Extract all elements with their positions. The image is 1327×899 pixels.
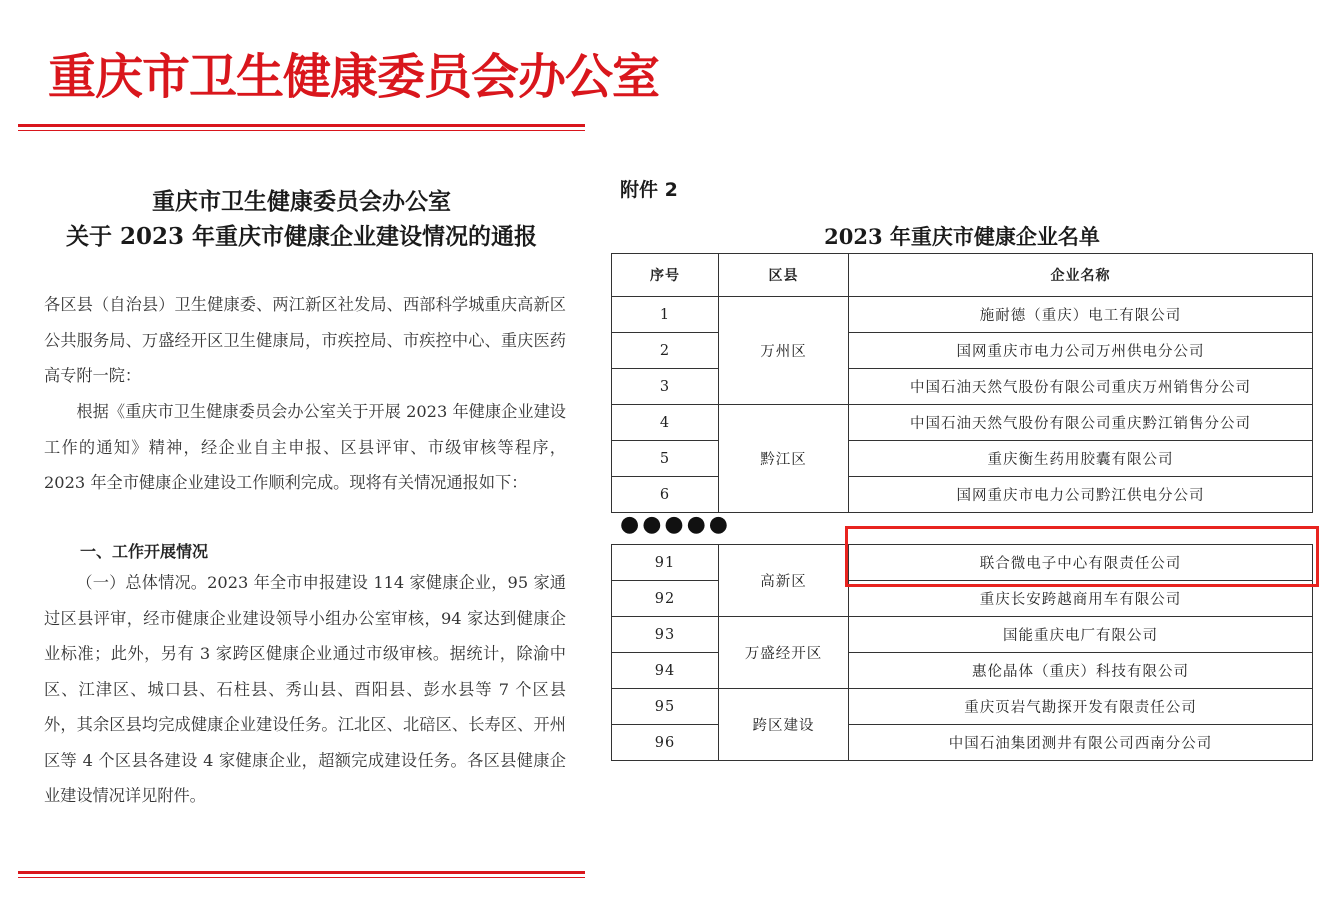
company-name: 国能重庆电厂有限公司 bbox=[849, 617, 1313, 653]
row-no: 2 bbox=[612, 333, 719, 369]
row-no: 6 bbox=[612, 477, 719, 513]
company-name: 中国石油天然气股份有限公司重庆万州销售分公司 bbox=[849, 369, 1313, 405]
header-district: 区县 bbox=[719, 254, 849, 297]
company-name: 施耐德（重庆）电工有限公司 bbox=[849, 297, 1313, 333]
table-row bbox=[612, 333, 1313, 369]
district-cell: 高新区 bbox=[719, 545, 849, 617]
company-name: 重庆长安跨越商用车有限公司 bbox=[849, 581, 1313, 617]
table-row bbox=[612, 617, 1313, 653]
district-cell: 万州区 bbox=[719, 297, 849, 405]
header-company: 企业名称 bbox=[849, 254, 1313, 297]
table-row bbox=[612, 405, 1313, 441]
company-name: 重庆页岩气勘探开发有限责任公司 bbox=[849, 689, 1313, 725]
district-cell: 万盛经开区 bbox=[719, 617, 849, 689]
footer-divider-thin bbox=[18, 877, 585, 878]
company-name: 中国石油集团测井有限公司西南分公司 bbox=[849, 725, 1313, 761]
row-no: 4 bbox=[612, 405, 719, 441]
omitted-rows-ellipsis: ●●●●● bbox=[620, 512, 731, 537]
row-no: 1 bbox=[612, 297, 719, 333]
company-name: 国网重庆市电力公司黔江供电分公司 bbox=[849, 477, 1313, 513]
table-row bbox=[612, 369, 1313, 405]
district-cell: 黔江区 bbox=[719, 405, 849, 513]
footer-divider bbox=[18, 871, 585, 874]
company-list-title: 2023 年重庆市健康企业名单 bbox=[824, 224, 1100, 249]
highlight-box bbox=[845, 526, 1319, 587]
section-heading: 一、工作开展情况 bbox=[80, 542, 209, 561]
row-no: 94 bbox=[612, 653, 719, 689]
table-row bbox=[612, 441, 1313, 477]
document-masthead: 重庆市卫生健康委员会办公室 bbox=[48, 49, 660, 105]
row-no: 93 bbox=[612, 617, 719, 653]
row-no: 96 bbox=[612, 725, 719, 761]
company-table-top bbox=[611, 253, 1313, 513]
table-header-row bbox=[612, 254, 1313, 297]
masthead-divider bbox=[18, 124, 585, 127]
notice-paragraph-2: （一）总体情况。2023 年全市申报建设 114 家健康企业，95 家通过区县评审，经市健康企业建设领导小组办公室审核，94 家达到健康企业标准；此外，另有 3 家跨区健康企业通过市级审核。据统计，除渝中区、江津区、城口县、石柱县、秀山县、酉阳县、彭水县等 7 个区县外，其余区县均完成健康企业建设任务。江北区、北碚区、长寿区、开州区等 4 个区县各建设 4 家健康企业，超额完成建设任务。各区县健康企业建设情况详见附件。 bbox=[44, 573, 566, 805]
row-no: 5 bbox=[612, 441, 719, 477]
header-no: 序号 bbox=[612, 254, 719, 297]
table-row bbox=[612, 689, 1313, 725]
table-row bbox=[612, 725, 1313, 761]
company-name: 重庆衡生药用胶囊有限公司 bbox=[849, 441, 1313, 477]
company-name: 中国石油天然气股份有限公司重庆黔江销售分公司 bbox=[849, 405, 1313, 441]
notice-title-line1: 重庆市卫生健康委员会办公室 bbox=[152, 188, 451, 215]
row-no: 91 bbox=[612, 545, 719, 581]
notice-title-line2: 关于 2023 年重庆市健康企业建设情况的通报 bbox=[65, 223, 538, 250]
row-no: 92 bbox=[612, 581, 719, 617]
table-row bbox=[612, 653, 1313, 689]
table-row bbox=[612, 297, 1313, 333]
district-cell: 跨区建设 bbox=[719, 689, 849, 761]
attachment-label: 附件 2 bbox=[620, 179, 678, 201]
company-name: 国网重庆市电力公司万州供电分公司 bbox=[849, 333, 1313, 369]
masthead-divider-thin bbox=[18, 130, 585, 131]
table-row bbox=[612, 477, 1313, 513]
company-name: 惠伦晶体（重庆）科技有限公司 bbox=[849, 653, 1313, 689]
company-name: 联合微电子中心有限责任公司 bbox=[849, 545, 1313, 581]
notice-recipients: 各区县（自治县）卫生健康委、两江新区社发局、西部科学城重庆高新区公共服务局、万盛经开区卫生健康局，市疾控局、市疾控中心、重庆医药高专附一院： bbox=[44, 295, 566, 385]
notice-paragraph-1: 根据《重庆市卫生健康委员会办公室关于开展 2023 年健康企业建设工作的通知》精神，经企业自主申报、区县评审、市级审核等程序，2023 年全市健康企业建设工作顺利完成。现将有关情况通报如下： bbox=[44, 402, 566, 492]
row-no: 95 bbox=[612, 689, 719, 725]
row-no: 3 bbox=[612, 369, 719, 405]
